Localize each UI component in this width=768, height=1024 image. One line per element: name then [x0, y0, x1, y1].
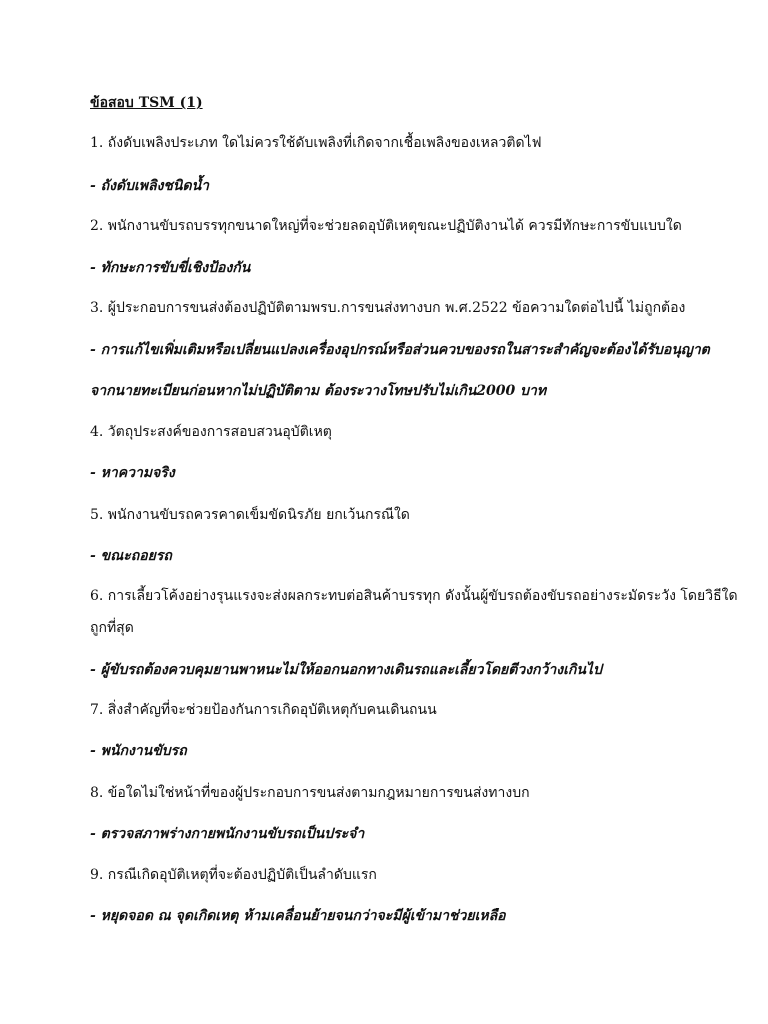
question-6-continued: ถูกที่สุด: [90, 620, 134, 636]
answer-4: - หาความจริง: [90, 465, 175, 481]
question-7: 7. สิ่งสำคัญที่จะช่วยป้องกันการเกิดอุบัติเหตุกับคนเดินถนน: [90, 702, 437, 718]
question-1: 1. ถังดับเพลิงประเภท ใดไม่ควรใช้ดับเพลิงที่เกิดจากเชื้อเพลิงของเหลวติดไฟ: [90, 135, 542, 151]
question-5: 5. พนักงานขับรถควรคาดเข็มขัดนิรภัย ยกเว้นกรณีใด: [90, 507, 410, 523]
question-4: 4. วัตถุประสงค์ของการสอบสวนอุบัติเหตุ: [90, 424, 332, 440]
document-title: ข้อสอบ TSM (1): [90, 95, 203, 111]
answer-7: - พนักงานขับรถ: [90, 743, 187, 759]
question-6: 6. การเลี้ยวโค้งอย่างรุนแรงจะส่งผลกระทบต่อสินค้าบรรทุก ดังนั้นผู้ขับรถต้องขับรถอย่างระมัดระวัง โดยวิธีใด: [90, 588, 738, 604]
answer-5: - ขณะถอยรถ: [90, 548, 172, 564]
question-9: 9. กรณีเกิดอุบัติเหตุที่จะต้องปฏิบัติเป็นลำดับแรก: [90, 867, 377, 883]
question-3: 3. ผู้ประกอบการขนส่งต้องปฏิบัติตามพรบ.การขนส่งทางบก พ.ศ.2522 ข้อความใดต่อไปนี้ ไม่ถูกต้อง: [90, 300, 686, 316]
answer-9: - หยุดจอด ณ จุดเกิดเหตุ ห้ามเคลื่อนย้ายจนกว่าจะมีผู้เข้ามาช่วยเหลือ: [90, 908, 506, 924]
answer-1: - ถังดับเพลิงชนิดน้ำ: [90, 178, 209, 194]
question-2: 2. พนักงานขับรถบรรทุกขนาดใหญ่ที่จะช่วยลดอุบัติเหตุขณะปฏิบัติงานได้ ควรมีทักษะการขับแบบใด: [90, 218, 682, 234]
answer-8: - ตรวจสภาพร่างกายพนักงานขับรถเป็นประจำ: [90, 826, 365, 842]
answer-6: - ผู้ขับรถต้องควบคุมยานพาหนะไม่ให้ออกนอกทางเดินรถและเลี้ยวโดยตีวงกว้างเกินไป: [90, 662, 602, 678]
answer-3-continued: จากนายทะเบียนก่อนหากไม่ปฏิบัติตาม ต้องระวางโทษปรับไม่เกิน2000 บาท: [90, 383, 547, 399]
question-8: 8. ข้อใดไม่ใช่หน้าที่ของผู้ประกอบการขนส่งตามกฎหมายการขนส่งทางบก: [90, 785, 530, 801]
answer-3: - การแก้ไขเพิ่มเติมหรือเปลี่ยนแปลงเครื่องอุปกรณ์หรือส่วนควบของรถในสาระสำคัญจะต้องได้รับอนุญาต: [90, 342, 710, 358]
answer-2: - ทักษะการขับขี่เชิงป้องกัน: [90, 260, 251, 276]
